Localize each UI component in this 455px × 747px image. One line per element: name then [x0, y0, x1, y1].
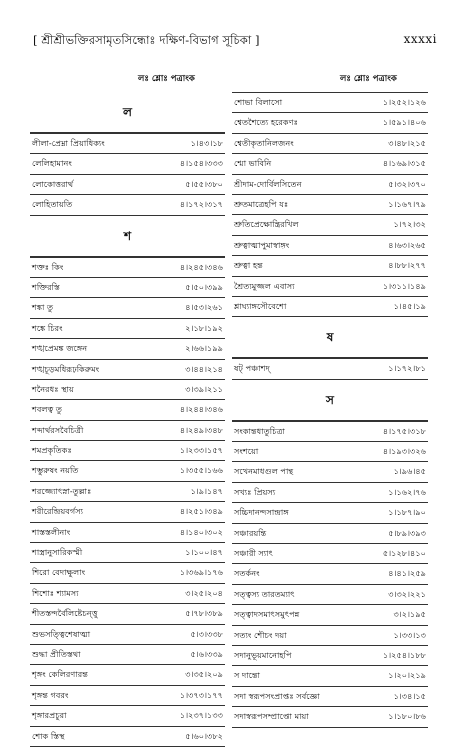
verse-text: শঙ্খচূড়মধিরূঢ়কিরুমং [32, 363, 100, 374]
verse-text: লীলা-প্রেম্না প্রিয়াধিক্যং [32, 138, 105, 148]
verse-reference: ১।৩৬৯।১৭৬ [179, 567, 223, 578]
verse-text: শুদ্ধা প্রীতিস্তথা [32, 648, 81, 659]
verse-reference: ৫।১২৮।৪১০ [382, 548, 426, 559]
verse-reference: ২।১৮।১৯২ [185, 322, 223, 333]
verse-reference: ১।৩৭৩।১৭৭ [179, 689, 223, 700]
index-row [30, 482, 225, 502]
left-column-header: লঃ শ্লোঃ পত্রাংক [138, 74, 195, 84]
index-row [30, 502, 225, 522]
index-row [30, 175, 225, 195]
verse-text: শৃঙ্গন্ত গবরং [32, 689, 69, 700]
verse-text: শ্লাঘ্যাঙ্গসৌবেশো [234, 300, 287, 311]
verse-reference: ১।৪৩।১৮ [190, 138, 223, 148]
verse-reference: ১।২৩৩।১৫৭ [179, 445, 223, 456]
verse-text: শঙ্কে চিরং [32, 322, 63, 333]
section-letter-sa: স [232, 380, 428, 421]
verse-text: শ্রুত্বাত্মাপুমাস্বা়ঙ্গং [234, 239, 290, 250]
verse-text: সদা স্বরূপসংপ্রাপ্তঃ সর্বজ্ঞো [234, 690, 320, 701]
index-row [232, 92, 428, 113]
verse-reference: ৫।৭৮।৩৮৯ [185, 608, 223, 619]
verse-text: লেলিহামানং [32, 158, 72, 169]
index-row [30, 706, 225, 726]
verse-text: শম্ভুরুষং নয়তি [32, 465, 79, 476]
verse-reference: ৪।৬৩।২৬৫ [388, 239, 426, 250]
index-row [30, 133, 225, 154]
verse-text: সংশয়ো [234, 446, 259, 457]
index-row [30, 195, 225, 215]
index-row [232, 236, 428, 256]
verse-reference: ৪।২৫১।৩৪৯ [179, 506, 223, 517]
section-letter-la: ল [30, 92, 225, 133]
verse-reference: ১।৩৩।১৩ [393, 629, 426, 640]
index-row [30, 461, 225, 481]
verse-text: শব্দার্থরসবৈচিত্রী [32, 424, 84, 435]
verse-text: লোকোত্তরার্থ [32, 178, 74, 189]
verse-text: শঙ্কা তু [32, 302, 54, 313]
index-row [232, 544, 428, 564]
verse-text: শরজ্জ্যোৎস্না-তুল্লাঃ [32, 485, 92, 496]
verse-reference: ১।৩৫৫।১৬৬ [179, 465, 223, 476]
index-row [30, 645, 225, 665]
verse-text: শ্মো ভাবিনি [234, 158, 272, 169]
verse-text: সদাস্বরূপসম্প্রাপ্তো মায়া [234, 711, 309, 722]
verse-text: শ্রুতিপ্রেক্ষোন্ত্রিরখিল [234, 219, 299, 230]
verse-reference: ১।১৮০।৮৬ [388, 711, 426, 722]
page-header [0, 32, 455, 52]
index-row [232, 442, 428, 462]
verse-reference: ১।২০।২১৯ [388, 670, 426, 681]
index-row [30, 584, 225, 604]
index-row [30, 665, 225, 685]
verse-reference: ৪।১৬৯।৩১৫ [382, 158, 426, 169]
page-number: xxxxi [403, 32, 437, 46]
index-row [30, 380, 225, 400]
index-row [232, 154, 428, 174]
index-row [232, 256, 428, 276]
index-row [30, 523, 225, 543]
index-row [30, 686, 225, 706]
section-letter-ssa: ষ [232, 317, 428, 358]
verse-text: শৃঙ্গারপ্রচুরা [32, 710, 67, 721]
verse-text: শনৈরধঃ স্থায় [32, 383, 74, 394]
index-row [232, 134, 428, 154]
verse-text: সংকান্তধাতুচিত্রা [234, 425, 285, 436]
verse-text: সত্যং শৌচং দয়া [234, 629, 287, 640]
verse-text: স দান্তো [234, 670, 260, 681]
index-row [232, 195, 428, 215]
index-row [30, 563, 225, 583]
verse-reference: ১।২৩৭।১৩৩ [179, 710, 223, 721]
section-ssa-rows [232, 358, 428, 379]
verse-text: ষট্‌ পঞ্চাশদ্ [234, 363, 270, 374]
verse-text: শোভা বিলাসো [234, 97, 283, 107]
index-row [232, 113, 428, 133]
verse-text: শ্রৈত্যমুজ্জল এবাস্য [234, 280, 295, 291]
verse-reference: ১।৩৪।১৫ [393, 690, 426, 701]
verse-text: শ্রুত্বা হন্ত [234, 260, 263, 271]
verse-reference: ৪।২৪৪।৩৪৬ [179, 404, 223, 415]
verse-text: শুভসত্ত্বিশেষাত্মা [32, 628, 91, 639]
verse-reference: ৪।২৪৫।৩৪৬ [179, 261, 223, 272]
verse-text: সত্ত্বস্য তারতম্যাৎ [234, 588, 295, 599]
verse-reference: ১।১০০।৪৭ [185, 547, 223, 558]
index-row [30, 400, 225, 420]
index-row [232, 358, 428, 379]
index-row [232, 524, 428, 544]
verse-reference: ১।১৭২।৮১ [388, 363, 426, 374]
verse-reference: ১।২৫৪।১৮৮ [382, 649, 426, 660]
index-row [232, 687, 428, 707]
verse-text: শমপ্রকৃতিকঃ [32, 445, 72, 456]
index-row [30, 604, 225, 624]
verse-reference: ৪।৮৮।২৭৭ [388, 260, 426, 271]
verse-reference: ৪।১৪০।৩০২ [179, 526, 223, 537]
verse-text: শঙ্খপ্রেমঙ্ক জঙ্গেন [32, 343, 88, 354]
index-row [232, 277, 428, 297]
index-row [232, 215, 428, 235]
verse-text: শরীরেন্দ্রিয়বর্গস্য [32, 506, 83, 517]
verse-text: শ্রীদাম-দোর্বিলসিতেন [234, 178, 302, 189]
verse-reference: ৩।৩৫।২০৯ [185, 669, 223, 680]
verse-reference: ১।১৬৭।৭৯ [388, 198, 426, 209]
index-row [232, 462, 428, 482]
verse-text: শিরো বেদাক্ষুলাং [32, 567, 86, 578]
right-column-header: লঃ শ্লোঃ পত্রাংক [340, 74, 397, 84]
verse-reference: ৪।৫৩।২৬১ [185, 302, 223, 313]
verse-reference: ৫।৩২।৩৭০ [388, 178, 426, 189]
index-row [232, 564, 428, 584]
verse-text: শীতস্তন্দর্বৈলিষ্টেচন্ত্তু [32, 608, 98, 619]
verse-reference: ৫।৩।৩৩৮ [190, 628, 223, 639]
index-row [30, 441, 225, 461]
verse-reference: ৫।৫৫।৩৮০ [185, 178, 223, 189]
verse-text: শৃঙ্গং কেলিরণারন্ত [32, 669, 88, 680]
verse-reference: ৪।২৪৯।৩৪৮ [179, 424, 223, 435]
verse-reference: ১।৪৫।১৯ [393, 300, 426, 311]
index-row [232, 421, 428, 442]
index-row [30, 298, 225, 318]
verse-reference: ৩।২৫।২০৪ [185, 587, 223, 598]
index-row [232, 585, 428, 605]
section-sha-continued-rows [232, 92, 428, 317]
verse-reference: ৫।৬০।৩৮২ [185, 730, 223, 741]
verse-reference: ৪।১৭২।৩১৭ [179, 199, 223, 210]
verse-text: সতর্কনং [234, 568, 260, 579]
verse-reference: ৩।৪৮।২১৫ [388, 137, 426, 148]
verse-reference: ১।৭২।৩২ [393, 219, 426, 230]
verse-reference: ৪।১৯৩।৩২৬ [382, 446, 426, 457]
section-letter-sha: শ [30, 216, 225, 257]
verse-text: সদানুভূয়মানোহপি [234, 649, 292, 660]
verse-reference: ৩।৪৪।২১৪ [185, 363, 223, 374]
verse-reference: ৩।৩৯।২১১ [185, 383, 223, 394]
index-row [232, 297, 428, 317]
index-row [232, 666, 428, 686]
verse-text: শক্তিরস্তি [32, 281, 60, 292]
index-row [232, 483, 428, 503]
index-row [30, 360, 225, 380]
verse-reference: ৪।১৫৪।৩৩৩ [179, 158, 223, 169]
verse-text: সখেনমাধগুল পান্থ [234, 466, 294, 477]
verse-text: সখ্যঃ প্রিয়স্য [234, 486, 276, 497]
index-row [30, 257, 225, 278]
right-column [232, 92, 428, 728]
index-row [30, 339, 225, 359]
verse-text: শাস্তস্তলীনাং [32, 526, 71, 537]
index-row [30, 421, 225, 441]
index-row [232, 626, 428, 646]
verse-reference: ১।১৬২।৭৬ [388, 486, 426, 497]
index-row [30, 727, 225, 747]
verse-reference: ৩।২।১৯৫ [393, 609, 426, 620]
verse-text: শ্রুতমাত্রেহপি যঃ [234, 198, 289, 209]
verse-reference: ৩।৩২।২২১ [388, 588, 426, 599]
verse-text: সঞ্চারয়ন্তি [234, 527, 267, 538]
verse-reference: ৪।৪১।২৫৯ [388, 568, 426, 579]
verse-reference: ৫।৮৯।৩৯৩ [388, 527, 426, 538]
index-row [232, 503, 428, 523]
verse-text: লোহিতায়তি [32, 199, 73, 210]
verse-text: সঞ্চারী স্যাৎ [234, 548, 273, 559]
left-column [30, 92, 225, 747]
verse-text: শ্বেতশৈত্যে হরেকণঃ [234, 117, 298, 128]
verse-reference: ১।১৮৭।৯০ [388, 507, 426, 518]
verse-text: শিশোঃ শ্যামস্য [32, 587, 79, 598]
verse-reference: ৫।৫০।৩৯৯ [185, 281, 223, 292]
verse-text: শোক স্তিস্থ [32, 730, 65, 741]
index-row [30, 625, 225, 645]
index-row [232, 646, 428, 666]
verse-reference: ১।২৫২।১২৬ [382, 97, 426, 107]
index-row [30, 319, 225, 339]
verse-text: সত্ত্বাদসমাৎসমুৎপন্ন [234, 609, 300, 620]
verse-text: সচ্চিদানন্দসান্দ্রাঙ্গ [234, 507, 289, 518]
verse-reference: ১।৩১১।১৪৯ [382, 280, 426, 291]
verse-reference: ৪।১৭৫।৩১৮ [382, 425, 426, 436]
verse-reference: ৫।৬।৩৩৯ [190, 648, 223, 659]
verse-text: শাস্ত্রানুসারিকস্মী [32, 547, 83, 558]
index-row [30, 543, 225, 563]
verse-text: শবলত্ব তু [32, 404, 63, 415]
index-row [232, 707, 428, 727]
verse-reference: ১।৯৬।৪৫ [393, 466, 426, 477]
verse-reference: ১।৫৯১।৪০৬ [382, 117, 426, 128]
index-row [232, 605, 428, 625]
index-title: [ শ্রীশ্রীভক্তিরসামৃতসিন্ধোঃ দক্ষিণ-বিভাগ সূচিকা ] [33, 33, 260, 47]
index-row [30, 278, 225, 298]
verse-reference: ২।৬৬।১৯৯ [185, 343, 223, 354]
verse-text: শক্তঃ কিং [32, 261, 64, 272]
verse-reference: ১।৯।১৪৭ [190, 485, 223, 496]
section-la-rows [30, 133, 225, 216]
verse-text: শ্বেতীকৃতানিলজনং [234, 137, 294, 148]
index-row [232, 175, 428, 195]
index-row [30, 154, 225, 174]
section-sa-rows [232, 421, 428, 728]
section-sha-rows [30, 257, 225, 747]
